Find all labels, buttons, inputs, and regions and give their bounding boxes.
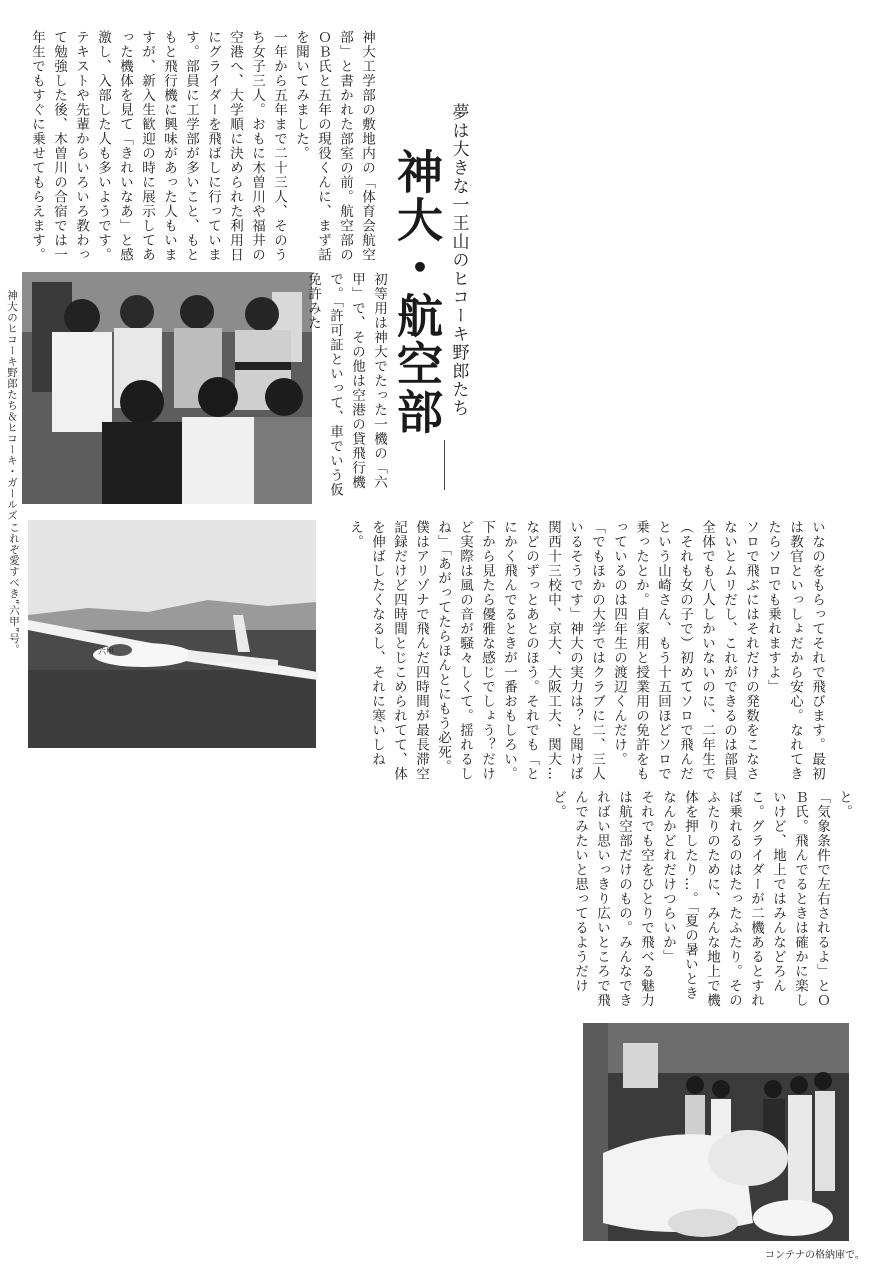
- body-text-right: いなのをもらってそれで飛びます。最初は教官といっしょだから安心。なれてきたらソロでも乗れますよ」 ソロで飛ぶにはそれだけの発数をこなさないとムリだし、これができるのは部員全体でも八人しかいないのに、二年生で（それも女の子で）初めてソロで飛んだという山崎さん、もう十五回ほどソロで乗ったとか。自家用と授業用の免許をもっているのは四年生の渡辺くんだけ。「でもほかの大学ではクラブに二、三人いるそうです」神大の実力は？と聞けば関西十三校中、京大、大阪工大、関大…などのずっとあとのほう。それでも「とにかく飛んでるときが一番おもしろい。下から見たら優雅な感じでしょう？だけど実際は風の音が騒々しくて。揺れるしね」「あがってたらほんとにもう必死。僕はアリゾナで飛んだ四時間が最長滞空記録だけど四時間とじこめられてて、体を伸ばしたくなるし、それに寒いしねえ。: [347, 520, 825, 781]
- photo-caption-group: 神大のヒコーキ野郎たち＆ヒコーキ・ガールズ: [6, 290, 18, 521]
- photo-caption-hangar: コンテナの格納庫で。: [765, 1250, 865, 1261]
- hangar-photo: [583, 1023, 849, 1241]
- group-photo: [22, 272, 312, 504]
- glider-photo: [28, 520, 316, 748]
- intro-text: 神大工学部の敷地内の「体育会航空部」と書かれた部室の前。航空部のＯＢ氏と五年の現役くんに、まず話を聞いてみました。 一年から五年まで二十三人、そのうち女子三人。おもに木曽川や福井の空港へ、大学順に決められた利用日にグライダーを飛ばしに行っています。部員に工学部が多いこと、もともと飛行機に興味があった人もいますが、新入生歓迎の時に展示してあった機体を見て「きれいなあ」と感激し、入部した人も多いようです。 テキストや先輩からいろいろ教わって勉強した後、木曽川の合宿では一年生でもすぐに乗せてもらえます。: [29, 30, 375, 262]
- glider-marking: 六甲: [98, 647, 114, 656]
- title-divider: [444, 440, 445, 490]
- body-text-mid: 初等用は神大でたった一機の「六甲」で、その他は空港の貸飛行機で。「許可証といって、車でいう仮免許みた: [305, 272, 387, 498]
- photo-caption-glider: これぞ愛すべき“六甲”号。: [8, 522, 20, 655]
- article-title: 神大・航空部: [390, 148, 444, 436]
- subtitle-text: 夢は大きな一王山のヒコーキ野郎たち: [448, 103, 469, 418]
- body-text-right-lower: と。 「気象条件で左右されるよ」とＯＢ氏。飛んでるときは確かに楽しいけど、地上ではみんなどろんこ。グライダーが二機あるとすれば乗れるのはたったふたり。そのふたりのために、みんな地上で機体を押したり…。「夏の暑いときなんかどれだけつらいか」 それでも空をひとりで飛べる魅力は航空部だけのもの。みんなできればい思いっきり広いところで飛んでみたいと思ってるようだけど。: [550, 790, 852, 1008]
